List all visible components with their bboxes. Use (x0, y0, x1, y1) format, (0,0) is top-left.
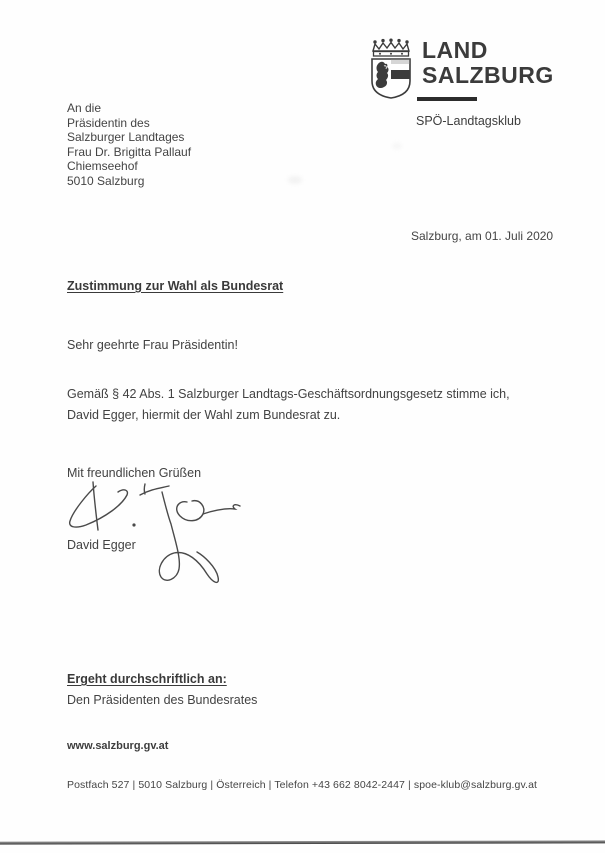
scan-smudge (288, 176, 302, 184)
salutation: Sehr geehrte Frau Präsidentin! (67, 338, 238, 352)
salzburg-coat-of-arms-icon (368, 38, 414, 105)
org-name: SPÖ-Landtagsklub (416, 114, 521, 128)
subject-line: Zustimmung zur Wahl als Bundesrat (67, 279, 284, 293)
logo-line2: SALZBURG (422, 62, 554, 88)
recipient-line: An die (67, 101, 102, 115)
land-salzburg-logo (368, 38, 554, 105)
recipient-line: 5010 Salzburg (67, 173, 145, 188)
body-line: Gemäß § 42 Abs. 1 Salzburger Landtags-Geschäftsordnungsgesetz stimme ich, (67, 387, 510, 401)
logo-accent-bar (417, 97, 477, 101)
signer-name: David Egger (67, 538, 136, 552)
closing-phrase: Mit freundlichen Grüßen (67, 466, 202, 480)
recipient-line: Chiemseehof (67, 159, 138, 174)
recipient-address (67, 101, 191, 189)
scan-smudge (392, 143, 402, 149)
cc-recipient: Den Präsidenten des Bundesrates (67, 693, 258, 707)
dateline: Salzburg, am 01. Juli 2020 (411, 229, 554, 243)
recipient-line: Präsidentin des (67, 115, 150, 130)
body-paragraph (67, 384, 510, 426)
logo-wordmark (422, 38, 554, 105)
body-line: David Egger, hiermit der Wahl zum Bundesrat zu. (67, 408, 341, 422)
recipient-line: Frau Dr. Brigitta Pallauf (67, 144, 192, 159)
footer-contact-line: Postfach 527 | 5010 Salzburg | Österreich | Telefon +43 662 8042-2447 | spoe-klub@salzburg.gv.at (67, 779, 538, 791)
scan-edge-artifact (0, 840, 605, 844)
footer-website: www.salzburg.gv.at (67, 740, 169, 752)
cc-heading: Ergeht durchschriftlich an: (67, 672, 227, 686)
logo-line1: LAND (422, 37, 488, 63)
recipient-line: Salzburger Landtages (67, 130, 185, 145)
